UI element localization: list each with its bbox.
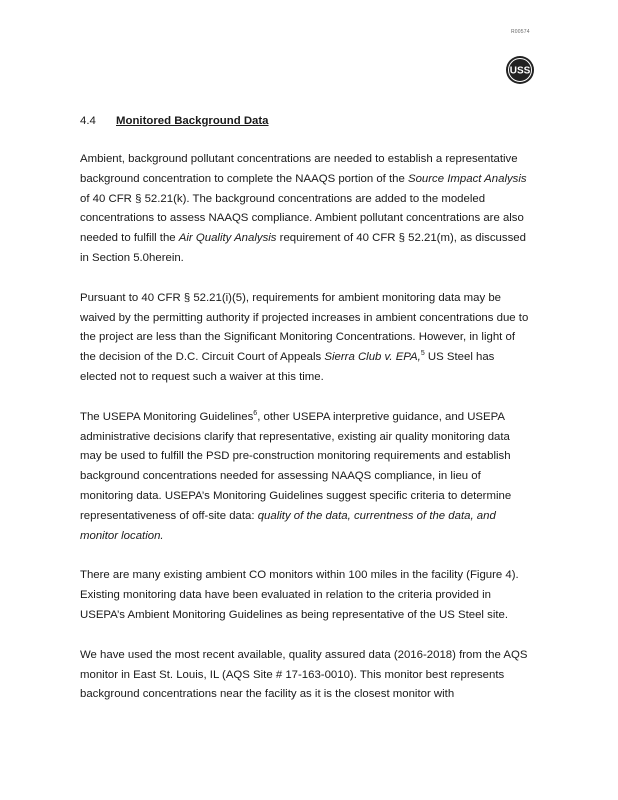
paragraph-3: The USEPA Monitoring Guidelines$^6$, other USEPA interpretive guidance, and USEPA administrative decisions clarify that representative, existing air quality monitoring data may be used to fulfill the PSD pre-construction monitoring requirements and establish background concentrations needed for assessing NAAQS compliance, in lieu of monitoring data. USEPA’s Monitoring Guidelines suggest specific criteria to determine representativeness of off-site data: quality of the data, currentness of the data, and monitor location. — [80, 409, 512, 542]
footnote-ref-5: 5 — [420, 350, 425, 358]
paragraph-2: Pursuant to 40 CFR § 52.21(i)(5), requirements for ambient monitoring data may be waived by the permitting authority if projected increases in ambient concentrations due to the project are less than the Significant Monitoring Concentrations. However, in light of the decision of the D.C. Circuit Court of Appeals Sierra Club v. EPA,$^5$ US Steel has elected not to request such a waiver at this time. — [80, 291, 529, 383]
paragraph-1: Ambient, background pollutant concentrations are needed to establish a representative background concentration to complete the NAAQS portion of the Source Impact Analysis of 40 CFR § 52.21(k). The background concentrations are added to the modeled concentrations to assess NAAQS compliance. Ambient pollutant concentrations are also needed to fulfill the Air Quality Analysis requirement of 40 CFR § 52.21(m), as discussed in Section 5.0herein. — [80, 153, 527, 264]
logo-text: USS — [509, 65, 531, 77]
paragraph-5: We have used the most recent available, quality assured data (2016-2018) from the AQS monitor in East St. Louis, IL (AQS Site # 17-163-0010). This monitor best represents background concentrations near the facility as it is the closest monitor with — [80, 648, 528, 701]
section-heading — [80, 112, 530, 130]
page-id: R00574 — [511, 29, 530, 35]
document-body — [80, 112, 530, 725]
uss-logo-icon — [505, 55, 535, 85]
footnote-ref-6: 6 — [253, 409, 258, 417]
paragraph-4: There are many existing ambient CO monitors within 100 miles in the facility (Figure 4). Existing monitoring data have been evaluated in relation to the criteria provided in USEPA’s Ambient Monitoring Guidelines as being representative of the US Steel site. — [80, 569, 519, 621]
section-number: 4.4 — [80, 115, 96, 127]
section-title: Monitored Background Data — [116, 115, 269, 127]
